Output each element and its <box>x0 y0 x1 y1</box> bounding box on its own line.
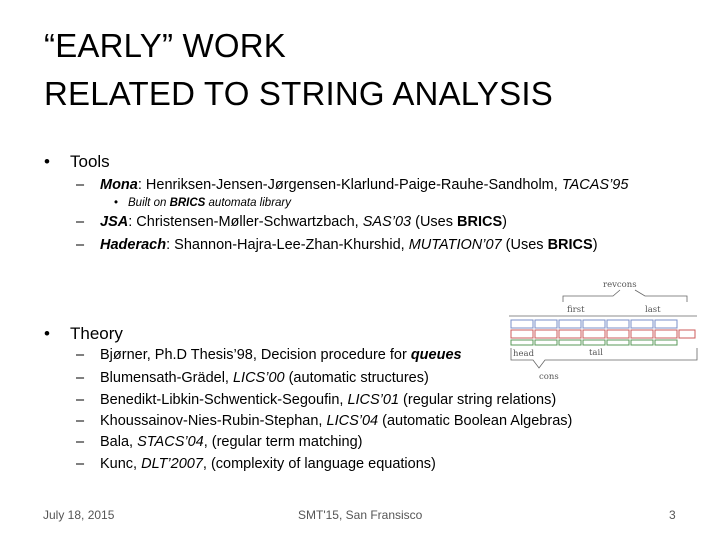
footer-event: SMT'15, San Fransisco <box>298 508 423 522</box>
theory-item: – Kunc, DLT’2007, (complexity of language equations) <box>76 456 436 472</box>
cons-label: cons <box>539 372 559 382</box>
tools-item-mona: – Mona: Henriksen-Jensen-Jørgensen-Klarlund-Paige-Rauhe-Sandholm, TACAS’95 <box>76 177 629 193</box>
queue-cells-blue <box>511 320 677 328</box>
dash-icon: – <box>76 456 85 472</box>
tools-item-haderach: – Haderach: Shannon-Hajra-Lee-Zhan-Khurshid, MUTATION’07 (Uses BRICS) <box>76 237 598 253</box>
dash-icon: – <box>76 347 85 363</box>
dash-icon: – <box>76 237 85 253</box>
dash-icon: – <box>76 434 85 450</box>
queue-diagram <box>505 278 701 388</box>
dash-icon: – <box>76 214 85 230</box>
last-label: last <box>645 305 661 315</box>
queue-cells-green <box>511 340 677 345</box>
dash-icon: – <box>76 177 85 193</box>
tail-label: tail <box>589 348 603 358</box>
title-line-1: “EARLY” WORK <box>44 27 286 64</box>
footer-page-number: 3 <box>669 508 676 522</box>
head-label: head <box>513 349 535 359</box>
slide-title <box>44 22 694 118</box>
tools-subitem-brics: • Built on BRICS automata library <box>114 197 291 209</box>
first-label: first <box>567 305 585 315</box>
footer-date: July 18, 2015 <box>43 508 115 522</box>
revcons-label: revcons <box>603 280 637 290</box>
bullet-icon: • <box>114 197 119 209</box>
theory-item: – Bala, STACS’04, (regular term matching) <box>76 434 363 450</box>
theory-item: – Bjørner, Ph.D Thesis’98, Decision procedure for queues <box>76 347 462 363</box>
dash-icon: – <box>76 392 85 408</box>
revcons-connector <box>563 290 620 302</box>
title-line-2: RELATED TO STRING ANALYSIS <box>44 75 553 112</box>
dash-icon: – <box>76 413 85 429</box>
cons-connector <box>511 348 697 368</box>
queue-cells-red <box>511 330 695 338</box>
bullet-icon: • <box>44 152 50 171</box>
theory-item: – Blumensath-Grädel, LICS’00 (automatic structures) <box>76 370 429 386</box>
bullet-icon: • <box>44 324 50 343</box>
theory-item: – Benedikt-Libkin-Schwentick-Segoufin, LICS’01 (regular string relations) <box>76 392 557 408</box>
theory-heading: • Theory <box>44 324 123 343</box>
tools-heading: • Tools <box>44 152 110 171</box>
revcons-connector-right <box>635 290 687 302</box>
tools-item-jsa: – JSA: Christensen-Møller-Schwartzbach, SAS’03 (Uses BRICS) <box>76 214 507 230</box>
dash-icon: – <box>76 370 85 386</box>
theory-item: – Khoussainov-Nies-Rubin-Stephan, LICS’04 (automatic Boolean Algebras) <box>76 413 573 429</box>
